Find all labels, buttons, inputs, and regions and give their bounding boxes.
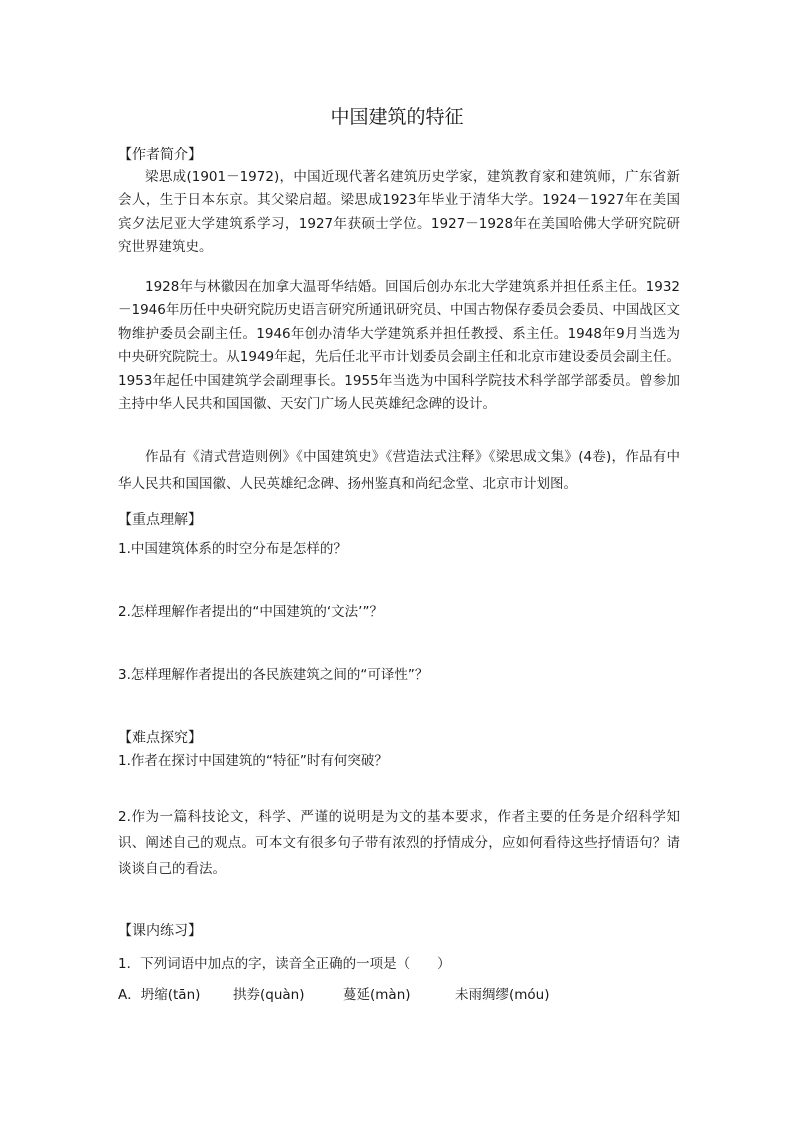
option-a-word-3: 蔓延(màn) (343, 987, 411, 1003)
exercise-option-a (118, 984, 680, 1006)
key-points-question-2: 2.怎样理解作者提出的“中国建筑的‘文法’”？ (118, 604, 383, 620)
key-points-question-1: 1.中国建筑体系的时空分布是怎样的？ (118, 541, 347, 557)
option-a-word-1: A．坍缩(tān) (118, 987, 201, 1003)
option-a-word-4: 未雨绸缪(móu) (455, 987, 550, 1003)
option-a-word-2: 拱券(quàn) (233, 987, 305, 1003)
page-title: 中国建筑的特征 (330, 106, 464, 128)
key-points-heading: 【重点理解】 (118, 512, 202, 528)
author-paragraph-1: 梁思成(1901－1972)，中国近现代著名建筑历史学家，建筑教育家和建筑师，广东省新会人，生于日本东京。其父梁启超。梁思成1923年毕业于清华大学。1924－1927年在美国宾夕法尼亚大学建筑系学习，1927年获硕士学位。1927－1928年在美国哈佛大学研究院研究世界建筑史。 (118, 169, 680, 256)
exercise-question-1: 1．下列词语中加点的字，读音全正确的一项是（ ） (118, 956, 451, 972)
author-section-heading: 【作者简介】 (118, 147, 202, 163)
exercises-heading: 【课内练习】 (118, 923, 202, 939)
difficult-points-question-1: 1.作者在探讨中国建筑的“特征”时有何突破？ (118, 753, 388, 769)
author-paragraph-2: 1928年与林徽因在加拿大温哥华结婚。回国后创办东北大学建筑系并担任系主任。1932－1946年历任中央研究院历史语言研究所通讯研究员、中国古物保存委员会委员、中国战区文物维护委员会副主任。1946年创办清华大学建筑系并担任教授、系主任。1948年9月当选为中央研究院院士。从1949年起，先后任北平市计划委员会副主任和北京市建设委员会副主任。1953年起任中国建筑学会副理事长。1955年当选为中国科学院技术科学部学部委员。曾参加主持中华人民共和国国徽、天安门广场人民英雄纪念碑的设计。 (118, 279, 680, 413)
difficult-points-question-2: 2.作为一篇科技论文，科学、严谨的说明是为文的基本要求，作者主要的任务是介绍科学知识、阐述自己的观点。可本文有很多句子带有浓烈的抒情成分，应如何看待这些抒情语句？请谈谈自己的看法。 (118, 809, 680, 877)
key-points-question-3: 3.怎样理解作者提出的各民族建筑之间的“可译性”？ (118, 667, 429, 683)
author-paragraph-3: 作品有《清式营造则例》《中国建筑史》《营造法式注释》《梁思成文集》(4卷)，作品有中华人民共和国国徽、人民英雄纪念碑、扬州鉴真和尚纪念堂、北京市计划图。 (118, 449, 680, 492)
difficult-points-heading: 【难点探究】 (118, 730, 202, 746)
